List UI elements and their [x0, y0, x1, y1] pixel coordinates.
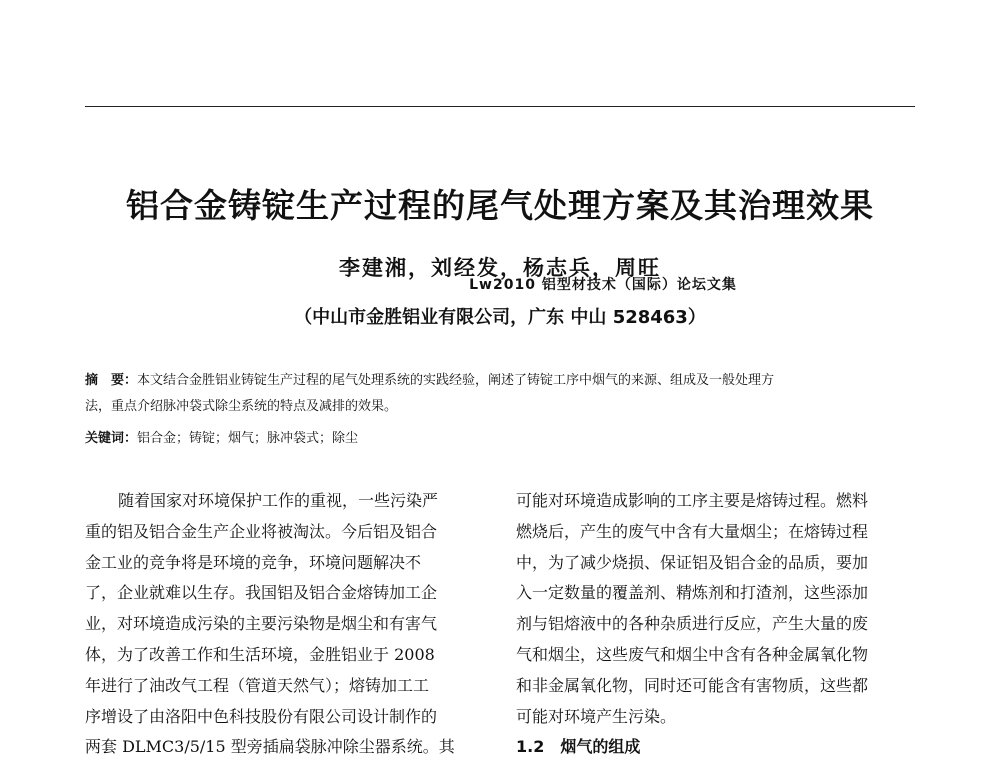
body-line: 体，为了改善工作和生活环境，金胜铝业于 2008: [85, 644, 435, 664]
keywords-label: 关键词：: [85, 431, 138, 446]
body-line: 燃烧后，产生的废气中含有大量烟尘；在熔铸过程: [516, 521, 869, 541]
abstract-text: 本文结合金胜铝业铸锭生产过程的尾气处理系统的实践经验，阐述了铸锭工序中烟气的来源、组成及一般处理方: [137, 373, 775, 388]
abstract-line: 法，重点介绍脉冲袋式除尘系统的特点及减排的效果。: [85, 399, 398, 414]
abstract-line: [85, 368, 915, 394]
paper-affiliation: （中山市金胜铝业有限公司，广东 中山 528463）: [294, 307, 706, 328]
body-line: 两套 DLMC3/5/15 型旁插扁袋脉冲除尘器系统。其: [85, 737, 455, 757]
abstract-label: 摘 要：: [85, 373, 138, 388]
body-line: 入一定数量的覆盖剂、精炼剂和打渣剂，这些添加: [516, 583, 869, 603]
keywords: [85, 428, 915, 450]
body-line: 剂与铝熔液中的各种杂质进行反应，产生大量的废: [516, 614, 869, 634]
body-line: 中，为了减少烧损、保证铝及铝合金的品质，要加: [516, 552, 869, 572]
body-line: 重的铝及铝合金生产企业将被淘汰。今后铝及铝合: [85, 521, 438, 541]
body-line: 可能对环境造成影响的工序主要是熔铸过程。燃料: [516, 491, 869, 510]
header-rule-left: [85, 106, 500, 107]
body-line: 和非金属氧化物，同时还可能含有害物质，这些都: [516, 675, 869, 695]
paper-authors: 李建湘，刘经发，杨志兵，周旺: [339, 255, 661, 280]
abstract: [85, 368, 915, 420]
body-line: 可能对环境产生污染。: [516, 706, 677, 726]
body-line: 业，对环境造成污染的主要污染物是烟尘和有害气: [85, 614, 438, 634]
keywords-text: 铝合金；铸锭；烟气；脉冲袋式；除尘: [137, 431, 359, 446]
header-title: Lw2010 铝型材技术（国际）论坛文集: [469, 277, 737, 293]
body-line: 气和烟尘，这些废气和烟尘中含有各种金属氧化物: [516, 644, 869, 664]
body-line: 随着国家对环境保护工作的重视，一些污染严: [118, 491, 439, 510]
section-heading: 1.2 烟气的组成: [516, 737, 641, 757]
body-line: 了，企业就难以生存。我国铝及铝合金熔铸加工企: [85, 583, 438, 603]
header-rule-right: [500, 106, 915, 107]
body-line: 金工业的竞争将是环境的竞争，环境问题解决不: [85, 552, 422, 572]
paper-title: 铝合金铸锭生产过程的尾气处理方案及其治理效果: [126, 186, 874, 225]
body-column-left: [85, 486, 485, 763]
body-line: 序增设了由洛阳中色科技股份有限公司设计制作的: [85, 706, 438, 726]
body-line: 年进行了油改气工程（管道天然气）；熔铸加工工: [85, 675, 430, 695]
body-column-right: [516, 486, 916, 763]
